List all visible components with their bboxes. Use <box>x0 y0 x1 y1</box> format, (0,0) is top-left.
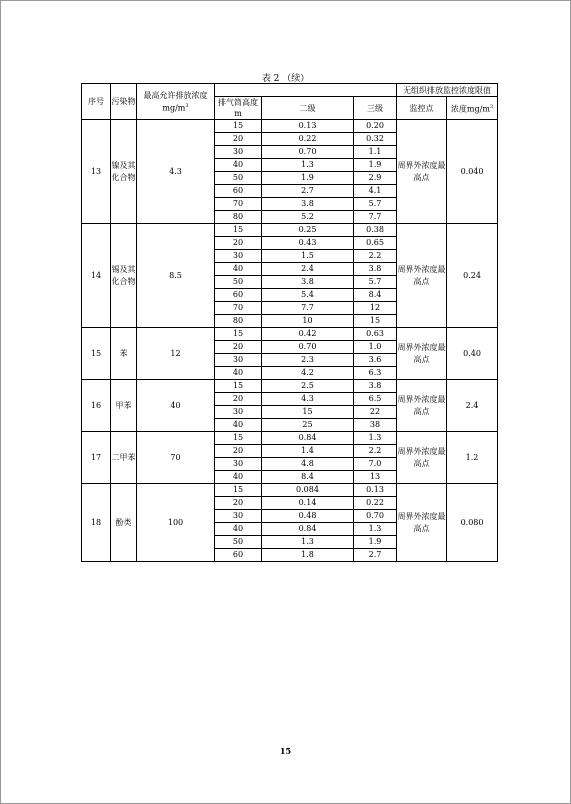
stack-height-cell: 15 <box>215 380 262 393</box>
grade2-cell: 0.70 <box>262 341 354 354</box>
max-conc-cell: 40 <box>137 380 215 432</box>
emission-limits-table <box>81 83 498 562</box>
grade3-cell: 8.4 <box>354 289 397 302</box>
stack-height-cell: 40 <box>215 263 262 276</box>
stack-height-cell: 50 <box>215 536 262 549</box>
header-max-conc <box>137 84 215 120</box>
stack-height-cell: 15 <box>215 120 262 133</box>
table-row <box>82 484 498 497</box>
stack-height-cell: 20 <box>215 237 262 250</box>
monitor-point-cell: 周界外浓度最高点 <box>397 328 447 380</box>
stack-height-cell: 15 <box>215 328 262 341</box>
pollutant-cell: 镍及其化合物 <box>111 120 137 224</box>
stack-height-cell: 40 <box>215 419 262 432</box>
header-stack-rate <box>215 84 397 97</box>
grade3-cell: 0.65 <box>354 237 397 250</box>
monitor-point-cell: 周界外浓度最高点 <box>397 432 447 484</box>
stack-height-cell: 20 <box>215 445 262 458</box>
grade2-cell: 1.3 <box>262 159 354 172</box>
table-body <box>82 120 498 562</box>
grade3-cell: 7.7 <box>354 211 397 224</box>
grade2-cell: 15 <box>262 406 354 419</box>
conc-cell: 0.24 <box>447 224 498 328</box>
header-monitor-point: 监控点 <box>397 97 447 120</box>
conc-cell: 0.040 <box>447 120 498 224</box>
grade3-cell: 3.8 <box>354 263 397 276</box>
grade2-cell: 0.84 <box>262 432 354 445</box>
grade2-cell: 2.7 <box>262 185 354 198</box>
header-max-conc-sup: 3 <box>185 102 189 109</box>
stack-height-cell: 20 <box>215 341 262 354</box>
stack-height-cell: 70 <box>215 302 262 315</box>
grade3-cell: 0.13 <box>354 484 397 497</box>
seq-cell: 13 <box>82 120 111 224</box>
grade2-cell: 25 <box>262 419 354 432</box>
pollutant-cell: 苯 <box>111 328 137 380</box>
pollutant-cell: 锡及其化合物 <box>111 224 137 328</box>
grade3-cell: 0.70 <box>354 510 397 523</box>
header-max-conc-text: 最高允许排放浓度 mg/m <box>143 90 208 113</box>
monitor-point-cell: 周界外浓度最高点 <box>397 484 447 562</box>
grade3-cell: 0.22 <box>354 497 397 510</box>
max-conc-cell: 8.5 <box>137 224 215 328</box>
grade3-cell: 3.8 <box>354 380 397 393</box>
grade3-cell: 12 <box>354 302 397 315</box>
header-stack-height: 排气筒高度 m <box>215 97 262 120</box>
grade2-cell: 3.8 <box>262 276 354 289</box>
grade2-cell: 1.9 <box>262 172 354 185</box>
seq-cell: 14 <box>82 224 111 328</box>
stack-height-cell: 15 <box>215 224 262 237</box>
stack-height-cell: 50 <box>215 276 262 289</box>
grade3-cell: 0.32 <box>354 133 397 146</box>
header-grade3: 三级 <box>354 97 397 120</box>
conc-cell: 0.080 <box>447 484 498 562</box>
stack-height-cell: 20 <box>215 133 262 146</box>
stack-height-cell: 15 <box>215 484 262 497</box>
monitor-point-cell: 周界外浓度最高点 <box>397 380 447 432</box>
header-seq: 序号 <box>82 84 111 120</box>
table-row <box>82 120 498 133</box>
stack-height-cell: 15 <box>215 432 262 445</box>
grade2-cell: 2.5 <box>262 380 354 393</box>
grade2-cell: 4.3 <box>262 393 354 406</box>
table-row <box>82 224 498 237</box>
conc-cell: 0.40 <box>447 328 498 380</box>
header-unorganized: 无组织排放监控浓度限值 <box>397 84 498 97</box>
grade2-cell: 4.8 <box>262 458 354 471</box>
grade2-cell: 1.4 <box>262 445 354 458</box>
table-row <box>82 328 498 341</box>
header-pollutant: 污染物 <box>111 84 137 120</box>
grade3-cell: 1.9 <box>354 159 397 172</box>
seq-cell: 15 <box>82 328 111 380</box>
table-caption: 表 2 （续） <box>261 74 310 84</box>
table-row <box>82 432 498 445</box>
monitor-point-cell: 周界外浓度最高点 <box>397 120 447 224</box>
grade3-cell: 7.0 <box>354 458 397 471</box>
table-row <box>82 380 498 393</box>
grade3-cell: 0.38 <box>354 224 397 237</box>
grade3-cell: 2.2 <box>354 445 397 458</box>
seq-cell: 18 <box>82 484 111 562</box>
header-row-1 <box>82 84 498 97</box>
header-conc-text: 浓度mg/m <box>450 104 490 114</box>
grade3-cell: 6.5 <box>354 393 397 406</box>
stack-height-cell: 70 <box>215 198 262 211</box>
grade3-cell: 2.7 <box>354 549 397 562</box>
grade3-cell: 1.1 <box>354 146 397 159</box>
grade3-cell: 0.63 <box>354 328 397 341</box>
grade3-cell: 2.9 <box>354 172 397 185</box>
seq-cell: 16 <box>82 380 111 432</box>
grade2-cell: 1.5 <box>262 250 354 263</box>
grade3-cell: 3.6 <box>354 354 397 367</box>
grade2-cell: 0.48 <box>262 510 354 523</box>
grade3-cell: 13 <box>354 471 397 484</box>
header-conc <box>447 97 498 120</box>
grade2-cell: 0.43 <box>262 237 354 250</box>
stack-height-cell: 20 <box>215 497 262 510</box>
grade2-cell: 7.7 <box>262 302 354 315</box>
grade2-cell: 0.42 <box>262 328 354 341</box>
max-conc-cell: 12 <box>137 328 215 380</box>
page-number: 15 <box>279 746 292 756</box>
grade3-cell: 4.1 <box>354 185 397 198</box>
stack-height-cell: 60 <box>215 289 262 302</box>
pollutant-cell: 酚类 <box>111 484 137 562</box>
stack-height-cell: 30 <box>215 146 262 159</box>
grade2-cell: 10 <box>262 315 354 328</box>
stack-height-cell: 40 <box>215 159 262 172</box>
max-conc-cell: 70 <box>137 432 215 484</box>
grade3-cell: 15 <box>354 315 397 328</box>
max-conc-cell: 4.3 <box>137 120 215 224</box>
grade2-cell: 0.084 <box>262 484 354 497</box>
stack-height-cell: 30 <box>215 458 262 471</box>
grade3-cell: 5.7 <box>354 198 397 211</box>
monitor-point-cell: 周界外浓度最高点 <box>397 224 447 328</box>
grade3-cell: 1.0 <box>354 341 397 354</box>
header-grade2: 二级 <box>262 97 354 120</box>
grade2-cell: 1.3 <box>262 536 354 549</box>
stack-height-cell: 40 <box>215 471 262 484</box>
stack-height-cell: 80 <box>215 211 262 224</box>
grade2-cell: 0.70 <box>262 146 354 159</box>
grade2-cell: 2.3 <box>262 354 354 367</box>
pollutant-cell: 甲苯 <box>111 380 137 432</box>
stack-height-cell: 40 <box>215 523 262 536</box>
grade2-cell: 0.84 <box>262 523 354 536</box>
stack-height-cell: 30 <box>215 406 262 419</box>
grade2-cell: 0.13 <box>262 120 354 133</box>
grade2-cell: 0.22 <box>262 133 354 146</box>
grade3-cell: 1.3 <box>354 432 397 445</box>
stack-height-cell: 60 <box>215 549 262 562</box>
grade2-cell: 2.4 <box>262 263 354 276</box>
stack-height-cell: 50 <box>215 172 262 185</box>
grade2-cell: 3.8 <box>262 198 354 211</box>
grade3-cell: 0.20 <box>354 120 397 133</box>
grade2-cell: 0.25 <box>262 224 354 237</box>
conc-cell: 2.4 <box>447 380 498 432</box>
conc-cell: 1.2 <box>447 432 498 484</box>
max-conc-cell: 100 <box>137 484 215 562</box>
grade3-cell: 6.3 <box>354 367 397 380</box>
stack-height-cell: 60 <box>215 185 262 198</box>
grade3-cell: 38 <box>354 419 397 432</box>
stack-height-cell: 30 <box>215 250 262 263</box>
grade3-cell: 2.2 <box>354 250 397 263</box>
grade3-cell: 22 <box>354 406 397 419</box>
grade2-cell: 5.4 <box>262 289 354 302</box>
header-conc-sup: 3 <box>489 103 494 110</box>
grade2-cell: 5.2 <box>262 211 354 224</box>
pollutant-cell: 二甲苯 <box>111 432 137 484</box>
stack-height-cell: 30 <box>215 510 262 523</box>
grade2-cell: 4.2 <box>262 367 354 380</box>
grade3-cell: 1.9 <box>354 536 397 549</box>
stack-height-cell: 20 <box>215 393 262 406</box>
stack-height-cell: 80 <box>215 315 262 328</box>
grade2-cell: 1.8 <box>262 549 354 562</box>
grade2-cell: 0.14 <box>262 497 354 510</box>
grade3-cell: 1.3 <box>354 523 397 536</box>
stack-height-cell: 30 <box>215 354 262 367</box>
grade2-cell: 8.4 <box>262 471 354 484</box>
stack-height-cell: 40 <box>215 367 262 380</box>
seq-cell: 17 <box>82 432 111 484</box>
grade3-cell: 5.7 <box>354 276 397 289</box>
